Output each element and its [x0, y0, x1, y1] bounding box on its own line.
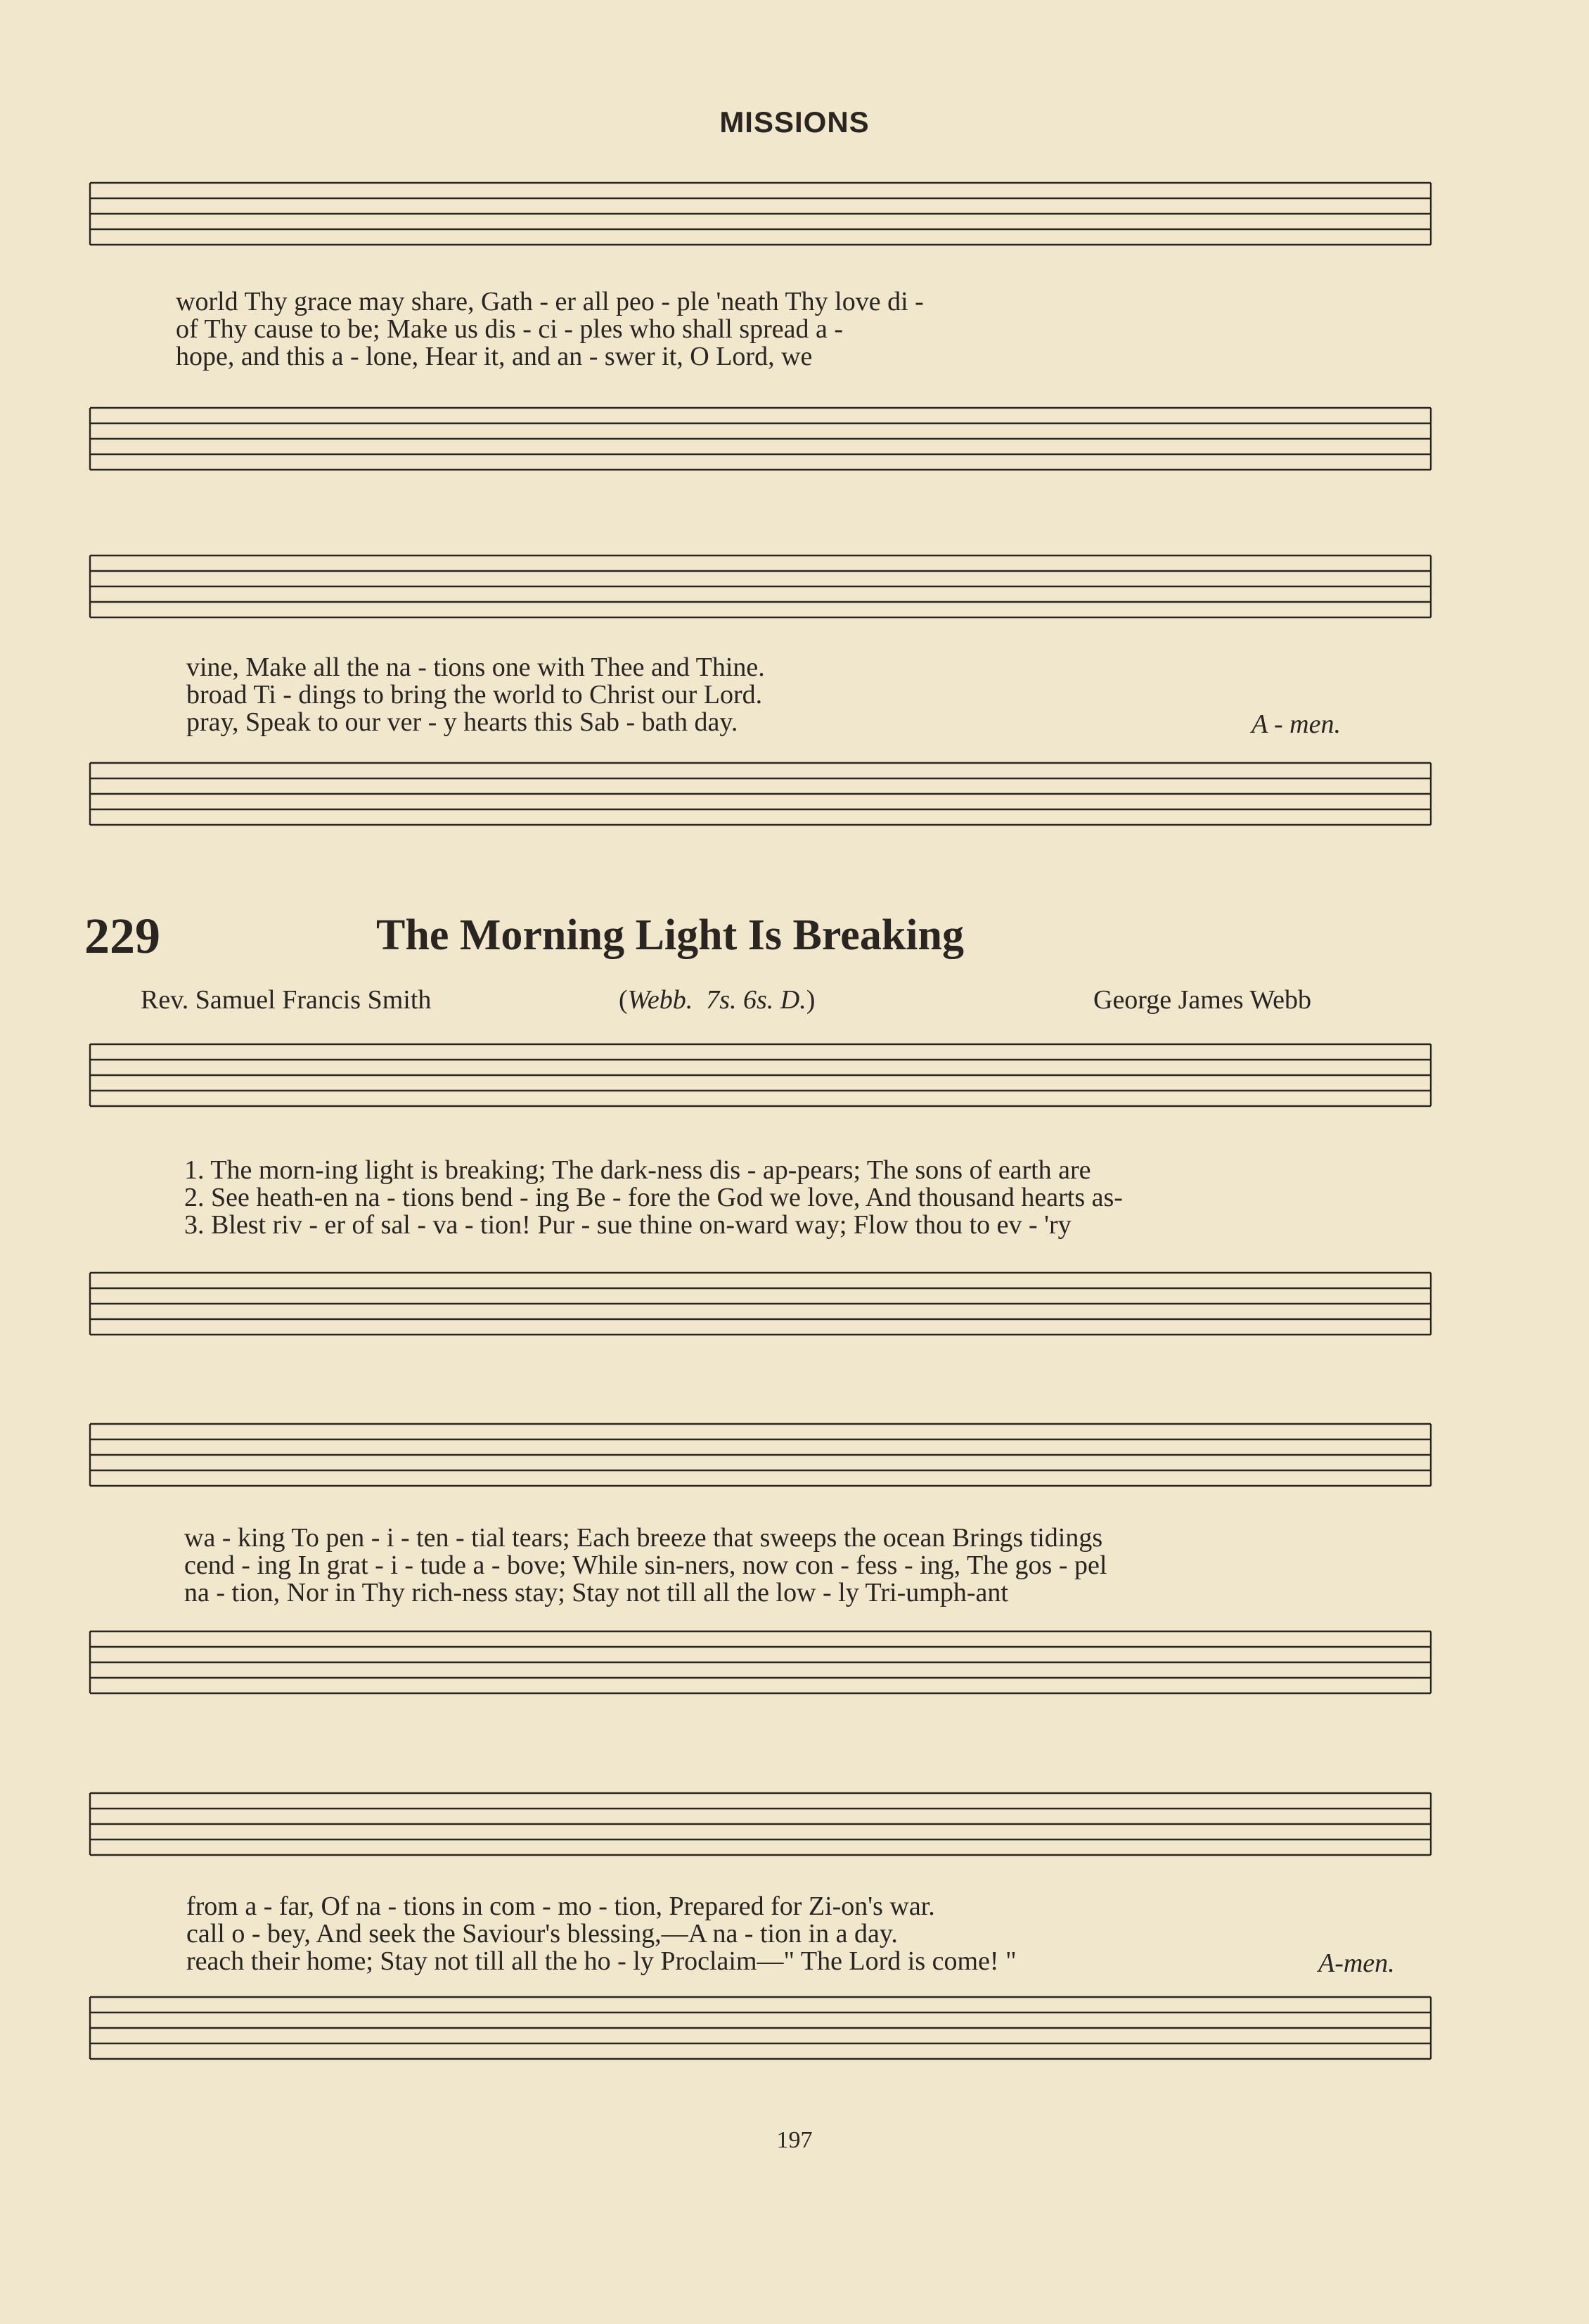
lyric-line: 2. See heath-en na - tions bend - ing Be - fore the God we love, And thousand hearts as- — [184, 1183, 1123, 1212]
treble-staff — [0, 1786, 1589, 1877]
lyric-line: vine, Make all the na - tions one with Thee and Thine. — [186, 653, 765, 682]
verse-lyrics-block — [184, 1157, 1123, 1239]
verse-lyrics-block — [176, 288, 924, 371]
lyric-line: of Thy cause to be; Make us dis - ci - ples who shall spread a - — [176, 314, 844, 344]
lyric-line: na - tion, Nor in Thy rich-ness stay; Stay not till all the low - ly Tri-umph-ant — [184, 1578, 1008, 1607]
lyric-line: broad Ti - dings to bring the world to Christ our Lord. — [186, 680, 763, 710]
page-number: 197 — [776, 2127, 813, 2153]
tune-info: (Webb. 7s. 6s. D.) — [619, 985, 816, 1015]
bass-staff — [0, 756, 1589, 847]
hymn-composer: George James Webb — [1093, 985, 1312, 1015]
lyric-line: reach their home; Stay not till all the ho - ly Proclaim—" The Lord is come! " — [186, 1946, 1017, 1976]
section-heading: MISSIONS — [719, 105, 870, 139]
verse-lyrics-block — [186, 1893, 1017, 1975]
lyric-line: wa - king To pen - i - ten - tial tears; Each breeze that sweeps the ocean Brings tidings — [184, 1523, 1103, 1553]
lyric-line: call o - bey, And seek the Saviour's blessing,—A na - tion in a day. — [186, 1919, 898, 1949]
treble-staff — [0, 548, 1589, 640]
lyric-line: world Thy grace may share, Gath - er all peo - ple 'neath Thy love di - — [176, 287, 924, 316]
amen-text: A-men. — [1318, 1949, 1395, 1978]
tune-name: Webb. — [627, 985, 693, 1015]
verse-lyrics-block — [186, 654, 765, 736]
treble-staff — [0, 1037, 1589, 1129]
lyric-line: 3. Blest riv - er of sal - va - tion! Pur - sue thine on-ward way; Flow thou to ev - 'ry — [184, 1210, 1072, 1240]
verse-lyrics-block — [184, 1524, 1107, 1607]
lyric-line: from a - far, Of na - tions in com - mo - tion, Prepared for Zi-on's war. — [186, 1892, 935, 1921]
bass-staff — [0, 1266, 1589, 1357]
bass-staff — [0, 1624, 1589, 1716]
lyric-line: pray, Speak to our ver - y hearts this Sab - bath day. — [186, 707, 738, 737]
lyric-line: 1. The morn-ing light is breaking; The dark-ness dis - ap-pears; The sons of earth are — [184, 1155, 1091, 1185]
hymn-author: Rev. Samuel Francis Smith — [141, 985, 432, 1015]
treble-staff — [0, 176, 1589, 267]
lyric-line: cend - ing In grat - i - tude a - bove; While sin-ners, now con - fess - ing, The gos - pel — [184, 1551, 1107, 1580]
treble-staff — [0, 1417, 1589, 1508]
hymn-number: 229 — [84, 908, 160, 964]
amen-text: A - men. — [1252, 710, 1341, 739]
hymn-title: The Morning Light Is Breaking — [376, 911, 965, 959]
tune-meter: 7s. 6s. D. — [706, 985, 806, 1015]
lyric-line: hope, and this a - lone, Hear it, and an - swer it, O Lord, we — [176, 342, 813, 371]
bass-staff — [0, 401, 1589, 492]
bass-staff — [0, 1990, 1589, 2081]
